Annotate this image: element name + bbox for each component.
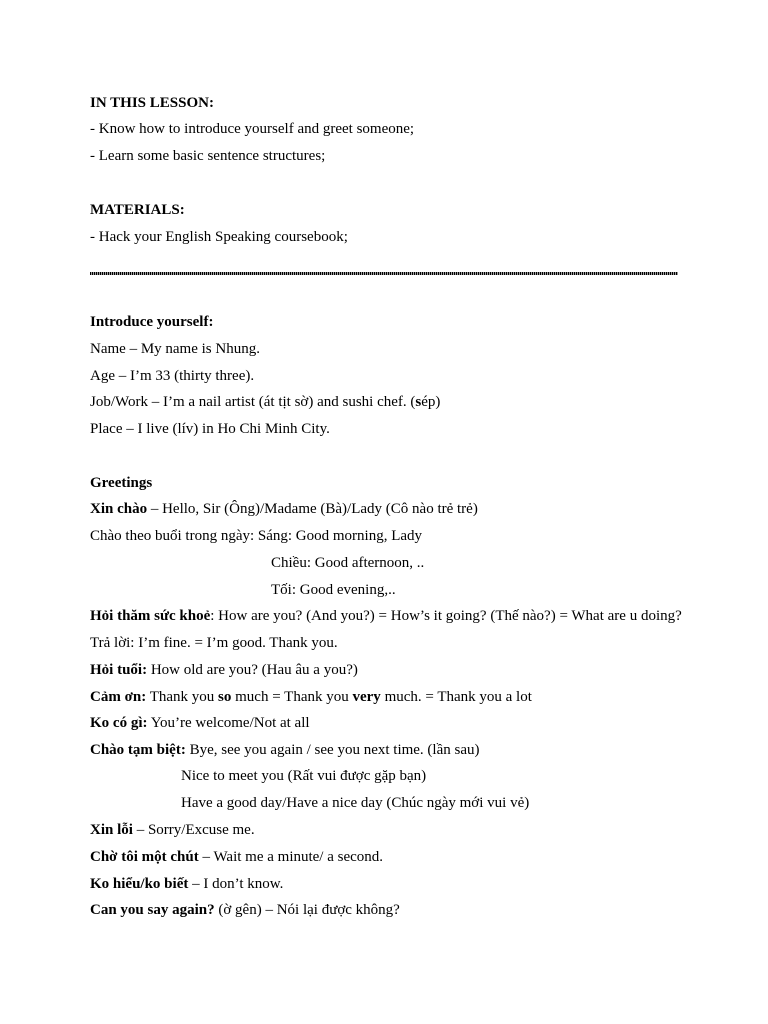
greeting-afternoon: Chiều: Good afternoon, .. xyxy=(271,555,425,571)
greeting-dont-know: Ko hiểu/ko biết – I don’t know. xyxy=(90,876,284,892)
introduce-place: Place – I live (lív) in Ho Chi Minh City. xyxy=(90,421,330,437)
section-divider xyxy=(90,272,678,275)
greeting-goodbye: Chào tạm biệt: Bye, see you again / see you next time. (lần sau) xyxy=(90,742,480,758)
introduce-name: Name – My name is Nhung. xyxy=(90,341,260,357)
lesson-item: - Know how to introduce yourself and greet someone; xyxy=(90,121,415,137)
greeting-thank-you: Cảm ơn: Thank you so much = Thank you very much. = Thank you a lot xyxy=(90,689,532,705)
greeting-answer: Trả lời: I’m fine. = I’m good. Thank you. xyxy=(90,635,338,651)
materials-item: - Hack your English Speaking coursebook; xyxy=(90,229,348,245)
introduce-job: Job/Work – I’m a nail artist (át tịt sờ) and sushi chef. (sép) xyxy=(90,394,441,410)
greeting-wait: Chờ tôi một chút – Wait me a minute/ a second. xyxy=(90,849,384,865)
greeting-sorry: Xin lỗi – Sorry/Excuse me. xyxy=(90,822,255,838)
greeting-xin-chao: Xin chào – Hello, Sir (Ông)/Madame (Bà)/Lady (Cô nào trẻ trẻ) xyxy=(90,501,478,517)
introduce-age: Age – I’m 33 (thirty three). xyxy=(90,368,255,384)
greeting-how-are-you: Hỏi thăm sức khoẻ: How are you? (And you?) = How’s it going? (Thế nào?) = What are u doing? xyxy=(90,608,682,624)
greeting-welcome: Ko có gì: You’re welcome/Not at all xyxy=(90,715,310,731)
greetings-heading: Greetings xyxy=(90,475,153,491)
lesson-item: - Learn some basic sentence structures; xyxy=(90,148,326,164)
greeting-time-of-day: Chào theo buổi trong ngày: Sáng: Good morning, Lady xyxy=(90,528,423,544)
greeting-nice-to-meet: Nice to meet you (Rất vui được gặp bạn) xyxy=(181,768,427,784)
greeting-good-day: Have a good day/Have a nice day (Chúc ngày mới vui vẻ) xyxy=(181,795,530,811)
introduce-heading: Introduce yourself: xyxy=(90,314,214,330)
greeting-say-again: Can you say again? (ờ gên) – Nói lại được không? xyxy=(90,902,400,918)
lesson-heading: IN THIS LESSON: xyxy=(90,95,214,111)
greeting-ask-age: Hỏi tuổi: How old are you? (Hau âu a you?) xyxy=(90,662,358,678)
materials-heading: MATERIALS: xyxy=(90,202,185,218)
greeting-evening: Tối: Good evening,.. xyxy=(271,582,396,598)
